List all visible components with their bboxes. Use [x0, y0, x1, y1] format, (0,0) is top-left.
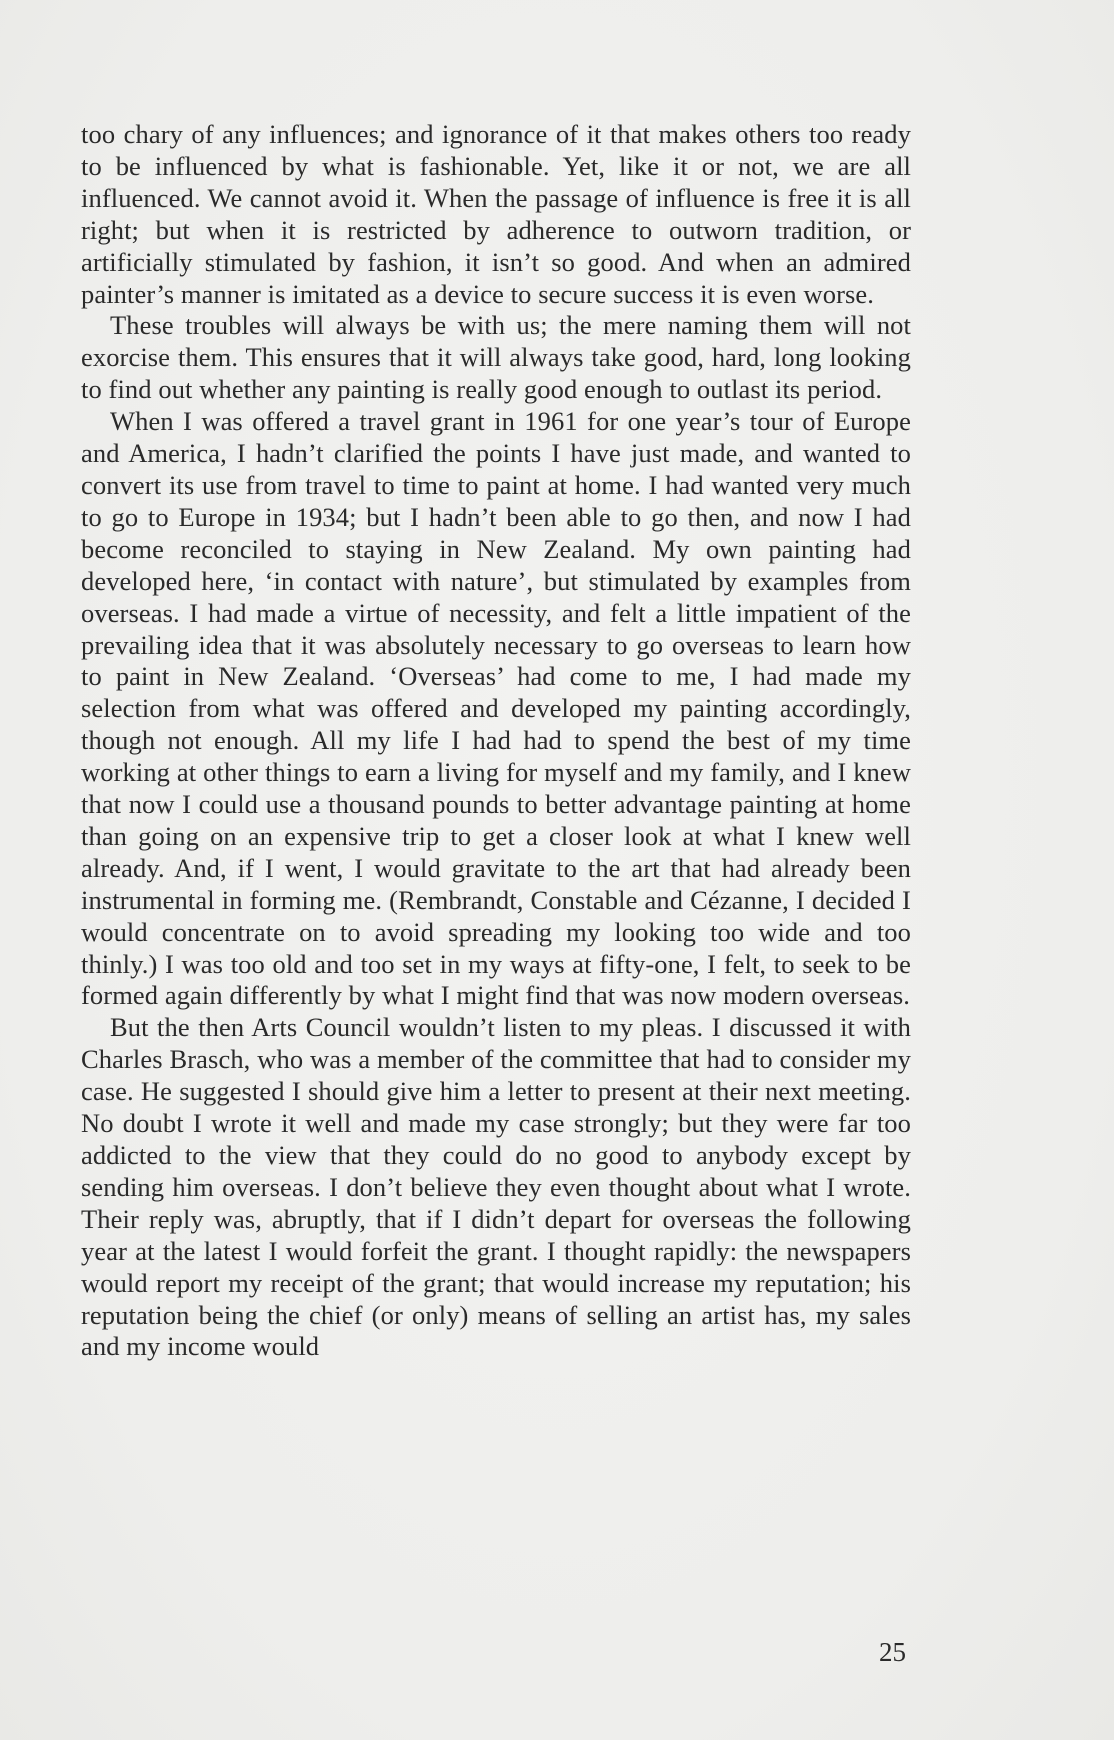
page-number: 25	[879, 1637, 906, 1667]
paragraph-2: These troubles will always be with us; the mere naming them will not exorcise them. This ensures that it will always take good, hard, long looking to find out whether any painting is really good enough to outlast its period.	[81, 310, 911, 405]
paragraph-1: too chary of any influences; and ignorance of it that makes others too ready to be influenced by what is fashionable. Yet, like it or not, we are all influenced. We cannot avoid it. When the passage of influence is free it is all right; but when it is restricted by adherence to outworn tradition, or artificially stimulated by fashion, it isn’t so good. And when an admired painter’s manner is imitated as a device to secure success it is even worse.	[81, 119, 911, 309]
body-text	[81, 119, 911, 1363]
paragraph-4: But the then Arts Council wouldn’t listen to my pleas. I discussed it with Charles Brasch, who was a member of the committee that had to consider my case. He suggested I should give him a letter to present at their next meeting. No doubt I wrote it well and made my case strongly; but they were far too addicted to the view that they could do no good to anybody except by sending him overseas. I don’t believe they even thought about what I wrote. Their reply was, abruptly, that if I didn’t depart for overseas the following year at the latest I would forfeit the grant. I thought rapidly: the newspapers would report my receipt of the grant; that would increase my reputation; his reputation being the chief (or only) means of selling an artist has, my sales and my income would	[81, 1012, 911, 1362]
paragraph-3: When I was offered a travel grant in 1961 for one year’s tour of Europe and America, I hadn’t clarified the points I have just made, and wanted to convert its use from travel to time to paint at home. I had wanted very much to go to Europe in 1934; but I hadn’t been able to go then, and now I had become reconciled to staying in New Zealand. My own painting had developed here, ‘in contact with nature’, but stimulated by examples from overseas. I had made a virtue of necessity, and felt a little impatient of the prevailing idea that it was absolutely necessary to go overseas to learn how to paint in New Zealand. ‘Overseas’ had come to me, I had made my selection from what was offered and developed my painting accordingly, though not enough. All my life I had had to spend the best of my time working at other things to earn a living for myself and my family, and I knew that now I could use a thousand pounds to better advantage painting at home than going on an expensive trip to get a closer look at what I knew well already. And, if I went, I would gravitate to the art that had already been instrumental in forming me. (Rembrandt, Constable and Cézanne, I decided I would concentrate on to avoid spreading my looking too wide and too thinly.) I was too old and too set in my ways at fifty-one, I felt, to seek to be formed again differently by what I might find that was now modern overseas.	[81, 406, 911, 1011]
